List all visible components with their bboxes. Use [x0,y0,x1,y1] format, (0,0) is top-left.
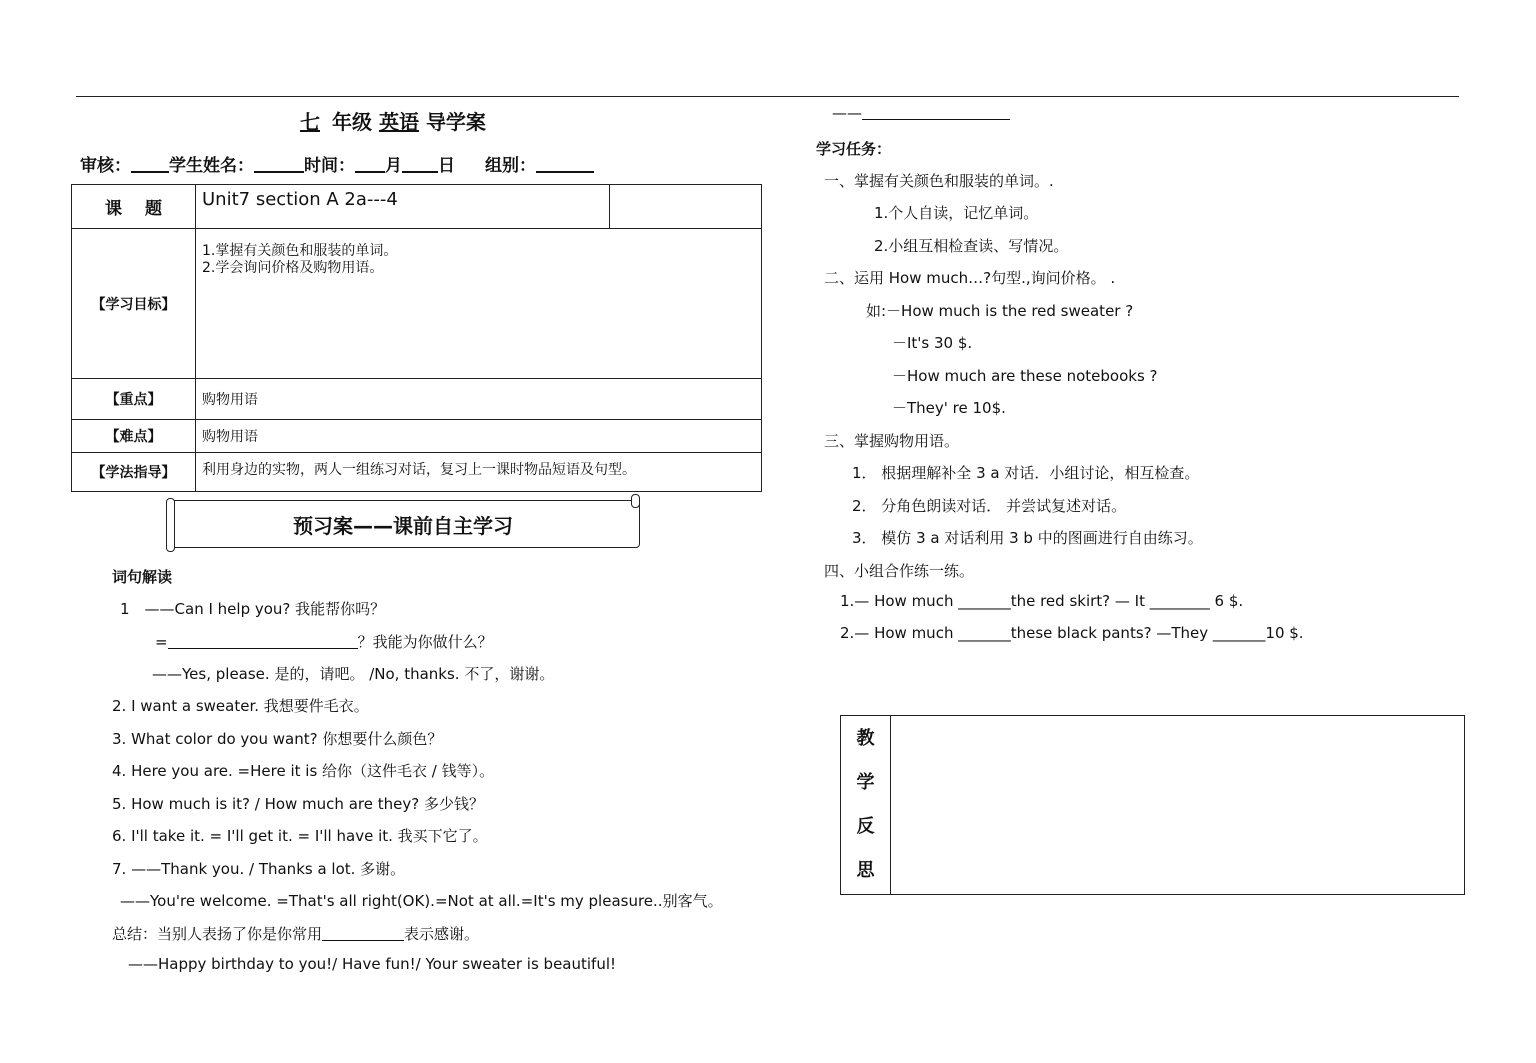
reflection-char: 反 [856,816,875,837]
task-line: －It's 30 $. [892,334,973,352]
summary-text-end: 表示感谢。 [404,925,480,943]
reflection-char: 思 [856,860,875,881]
vocab-title: 词句解读 [112,568,173,586]
month-blank[interactable] [355,155,385,173]
tasks-title: 学习任务： [816,140,892,158]
task-line: 一、掌握有关颜色和服装的单词。. [824,172,1054,190]
reflection-label [841,716,891,895]
group-blank[interactable] [536,155,594,173]
right-top-line [832,104,1010,122]
answer-blank[interactable] [168,633,358,649]
info-table [71,184,762,492]
vocab-line: 5. How much is it? / How much are they? 多少钱？ [112,795,484,813]
task-line: 如:－How much is the red sweater ? [866,302,1134,320]
page-title [288,106,486,135]
task-line: 2.小组互相检查读、写情况。 [874,237,1069,255]
exercise-line: 1.— How much _______the red skirt? — It ________ 6 $. [840,592,1244,610]
key-value: 购物用语 [196,379,762,420]
topic-label: 课 题 [72,185,196,229]
vocab-line: ——Happy birthday to you!/ Have fun!/ Your sweater is beautiful! [128,955,617,973]
time-label: 时间： [304,156,355,176]
reflection-char: 学 [856,772,875,793]
right-top-blank[interactable] [862,104,1010,120]
vocab-line-rest: ？我能为你做什么？ [357,633,493,651]
reflection-content[interactable] [891,716,1465,895]
vocab-line: 6. I'll take it. = I'll get it. = I'll have it. 我买下它了。 [112,827,488,845]
student-label: 学生姓名： [169,156,254,176]
vocab-line [112,923,479,944]
subject: 英语 [378,110,419,134]
vocab-line: 4. Here you are. =Here it is 给你（这件毛衣 / 钱等）。 [112,762,495,780]
equals-sign: = [155,633,168,651]
doc-type: 导学案 [425,110,486,134]
task-line: 二、运用 How much…?句型.,询问价格。 . [824,269,1116,287]
vocab-line: 7. ——Thank you. / Thanks a lot. 多谢。 [112,860,406,878]
vocab-line: 1 ——Can I help you? 我能帮你吗？ [120,600,386,618]
reviewer-label: 审核： [80,156,131,176]
reflection-char: 教 [856,728,875,749]
task-line: 3． 模仿 3 a 对话利用 3 b 中的图画进行自由练习。 [852,529,1203,547]
goal-1: 1.掌握有关颜色和服装的单词。 [202,243,398,259]
month-label: 月 [385,156,402,176]
group-label: 组别： [485,156,536,176]
student-info-line [80,151,594,176]
goals-cell: 1.掌握有关颜色和服装的单词。 2.学会询问价格及购物用语。 [196,229,762,379]
topic-extra-cell [610,185,762,229]
grade-suffix: 年级 [332,110,372,134]
task-line: 三、掌握购物用语。 [824,432,960,450]
day-blank[interactable] [402,155,438,173]
method-label: 【学法指导】 [72,453,196,492]
right-top-dash: —— [832,104,862,122]
difficult-value: 购物用语 [196,420,762,453]
reviewer-blank[interactable] [131,155,169,173]
topic-value: Unit7 section A 2a---4 [196,185,610,229]
vocab-line: ——Yes, please. 是的，请吧。 /No, thanks. 不了，谢谢。 [152,665,555,683]
vocab-line: 2. I want a sweater. 我想要件毛衣。 [112,697,369,715]
task-line: －They' re 10$. [892,399,1006,417]
grade: 七 [300,110,320,134]
preview-banner-title: 预习案——课前自主学习 [293,514,513,538]
task-line: 1.个人自读，记忆单词。 [874,204,1039,222]
key-label: 【重点】 [72,379,196,420]
day-label: 日 [438,156,455,176]
vocab-line: ——You're welcome. =That's all right(OK).=Not at all.=It's my pleasure..别客气。 [120,892,723,910]
reflection-table [840,715,1465,895]
task-line: 1． 根据理解补全 3 a 对话．小组讨论，相互检查。 [852,464,1200,482]
student-blank[interactable] [254,155,304,173]
exercise-line: 2.— How much _______these black pants? —They _______10 $. [840,624,1304,642]
header-rule [76,96,1459,97]
method-value: 利用身边的实物，两人一组练习对话，复习上一课时物品短语及句型。 [196,453,762,492]
summary-text: 总结：当别人表扬了你是你常用 [112,925,323,943]
summary-blank[interactable] [322,925,404,941]
goals-label: 【学习目标】 [72,229,196,379]
vocab-line [155,631,493,652]
task-line: 四、小组合作练一练。 [824,562,975,580]
difficult-label: 【难点】 [72,420,196,453]
vocab-line: 3. What color do you want? 你想要什么颜色？ [112,730,443,748]
task-line: －How much are these notebooks ? [892,367,1158,385]
banner-curl-right [631,494,640,508]
task-line: 2． 分角色朗读对话． 并尝试复述对话。 [852,497,1127,515]
